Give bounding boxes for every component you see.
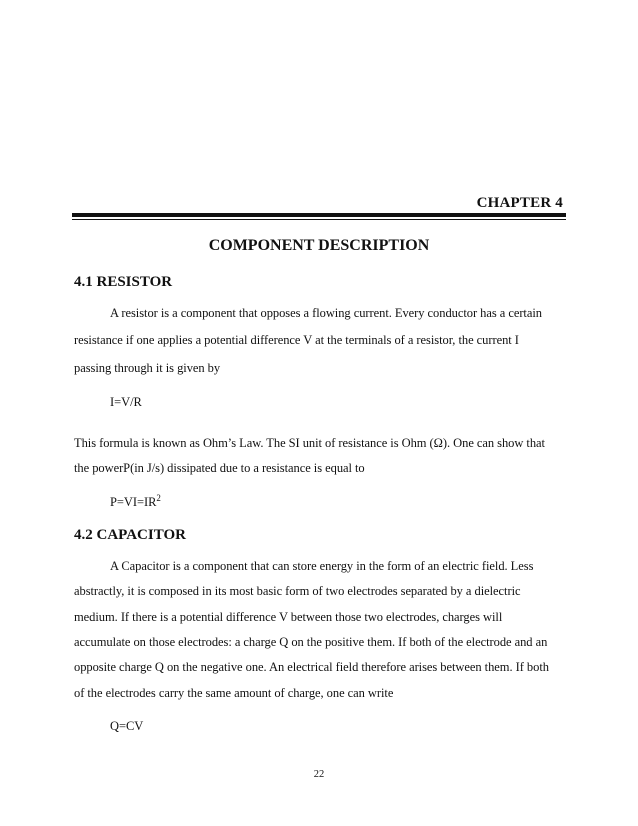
capacitor-paragraph-line: opposite charge Q on the negative one. An electrical field therefore arises between them. If both: [74, 660, 549, 674]
capacitance-formula: Q=CV: [110, 719, 144, 733]
power-formula-base: P=VI=I: [110, 495, 149, 509]
resistor-heading: 4.1 RESISTOR: [74, 274, 173, 290]
capacitor-paragraph-line: abstractly, it is composed in its most basic form of two electrodes separated by a dielectric: [74, 584, 521, 598]
capacitor-paragraph-line: medium. If there is a potential difference V between those two electrodes, charges will: [74, 610, 503, 624]
capacitor-paragraph-line: of the electrodes carry the same amount of charge, one can write: [74, 686, 394, 700]
resistor-paragraph-line: resistance if one applies a potential difference V at the terminals of a resistor, the current I: [74, 333, 519, 347]
resistor-paragraph-line: A resistor is a component that opposes a flowing current. Every conductor has a certain: [110, 306, 542, 320]
chapter-divider-thin: [72, 219, 566, 220]
resistor-paragraph-line: passing through it is given by: [74, 361, 221, 375]
power-formula-exponent: 2: [156, 492, 161, 503]
resistor-paragraph-line: This formula is known as Ohm’s Law. The SI unit of resistance is Ohm (Ω). One can show that: [74, 436, 545, 450]
ohms-law-formula: I=V/R: [110, 395, 142, 409]
capacitor-heading: 4.2 CAPACITOR: [74, 527, 186, 543]
capacitor-paragraph-line: A Capacitor is a component that can store energy in the form of an electric field. Less: [110, 559, 534, 573]
power-formula-r: R: [148, 495, 157, 509]
capacitor-paragraph-line: accumulate on those electrodes: a charge Q on the positive them. If both of the electrode and an: [74, 635, 548, 649]
chapter-divider-thick: [72, 213, 566, 217]
page-number: 22: [313, 769, 325, 780]
chapter-label: CHAPTER 4: [476, 195, 563, 211]
resistor-paragraph-line: the powerP(in J/s) dissipated due to a resistance is equal to: [74, 461, 365, 475]
power-formula: [110, 492, 161, 510]
section-title: COMPONENT DESCRIPTION: [208, 237, 430, 254]
